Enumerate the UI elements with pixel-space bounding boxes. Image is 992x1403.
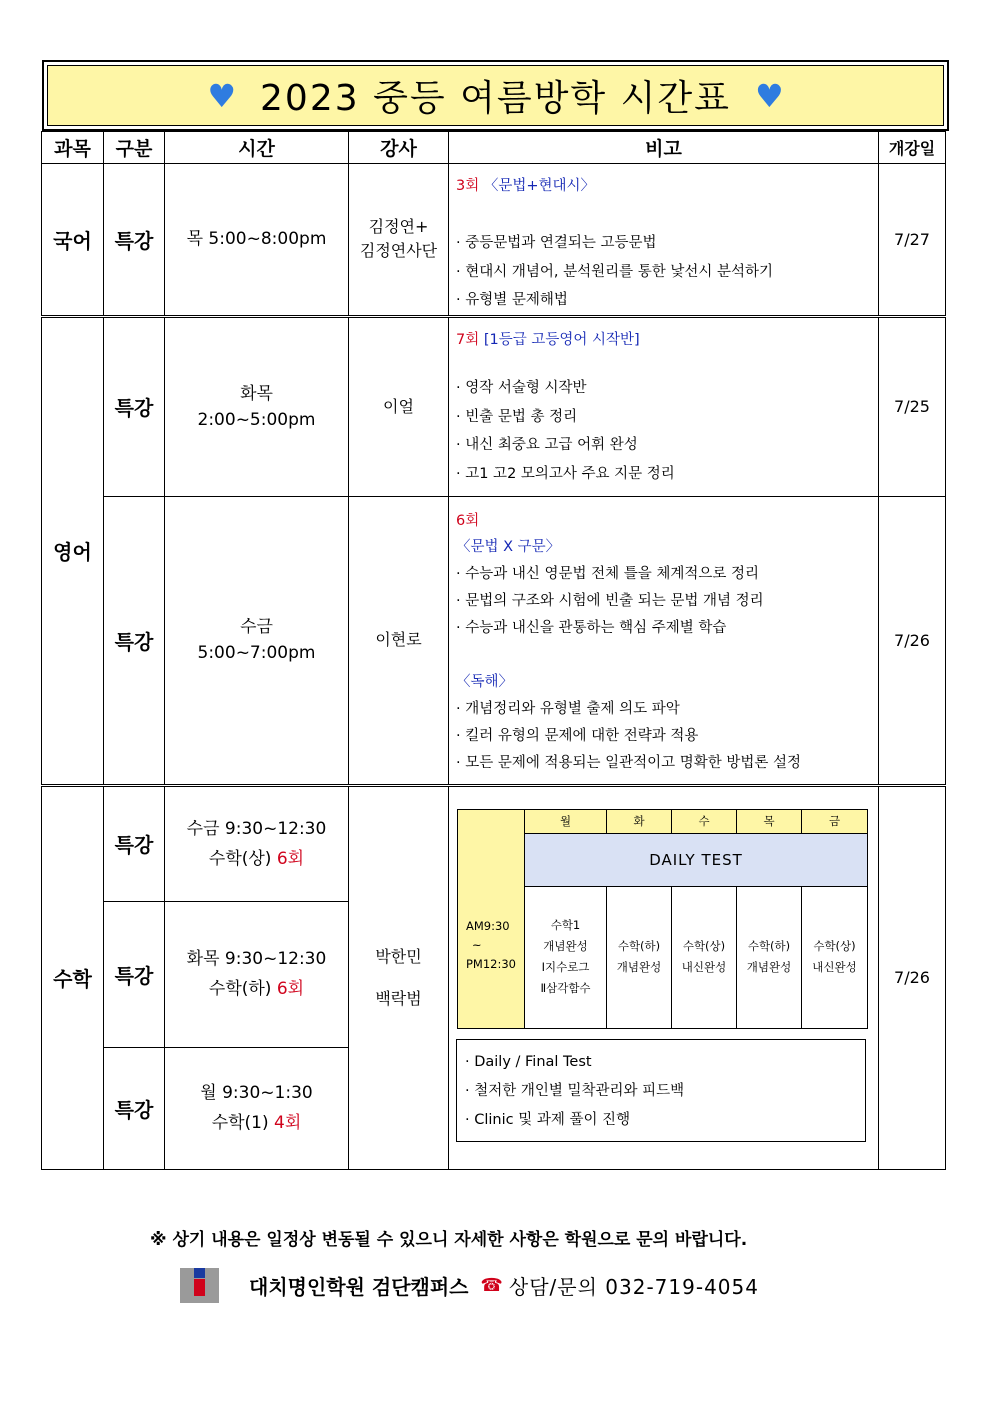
daily-test-banner: DAILY TEST (525, 833, 868, 886)
korean-row (42, 164, 946, 317)
header-teacher: 강사 (349, 132, 449, 164)
schedule-cell: 수학(상) 내신완성 (672, 886, 737, 1028)
category-label: 특강 (104, 785, 165, 901)
math-notes-cell (449, 785, 879, 1169)
note-line: · Clinic 및 과제 풀이 진행 (465, 1111, 631, 1128)
category-label: 특강 (104, 316, 165, 496)
note-line: · 문법의 구조와 시험에 빈출 되는 문법 개념 정리 (456, 592, 764, 609)
teacher-name (349, 164, 449, 317)
note-line: · 빈출 문법 총 정리 (456, 408, 578, 425)
header-start-date: 개강일 (879, 132, 946, 164)
heart-icon: ♥ (754, 76, 784, 115)
note-line: · 수능과 내신 영문법 전체 틀을 체계적으로 정리 (456, 565, 760, 582)
day-header: 화 (607, 809, 672, 833)
class-time: 목 5:00~8:00pm (165, 164, 349, 317)
notes-cell (449, 496, 879, 785)
class-time: 화목 9:30~12:30 수학(하) 6회 (165, 901, 349, 1047)
schedule-cell: 수학1 개념완성 Ⅰ지수로그 Ⅱ삼각함수 (525, 886, 607, 1028)
english-row-2 (42, 496, 946, 785)
note-line: · 수능과 내신을 관통하는 핵심 주제별 학습 (456, 619, 727, 636)
schedule-cell: 수학(하) 개념완성 (607, 886, 672, 1028)
note-line: · 유형별 문제해법 (456, 292, 568, 308)
contact-phone: 상담/문의 032-719-4054 (508, 1275, 759, 1299)
academy-logo-icon (180, 1268, 219, 1303)
start-date: 7/26 (879, 785, 946, 1169)
teacher-name: 박한민 백락범 (349, 785, 449, 1169)
teacher-line: 김정연사단 (359, 241, 438, 261)
note-line: · 고1 고2 모의고사 주요 지문 정리 (456, 465, 675, 482)
footer (180, 1268, 759, 1303)
class-time: 월 9:30~1:30 수학(1) 4회 (165, 1047, 349, 1169)
time-slot: AM9:30 ~ PM12:30 (458, 809, 525, 1028)
header-subject: 과목 (42, 132, 104, 164)
note-line: · 개념정리와 유형별 출제 의도 파악 (456, 700, 680, 717)
day-header: 금 (802, 809, 868, 833)
category-label: 특강 (104, 496, 165, 785)
math-row-1 (42, 785, 946, 901)
teacher-line: 김정연+ (368, 217, 429, 237)
note-line: · 현대시 개념어, 분석원리를 통한 낯선시 분석하기 (456, 263, 774, 280)
note-line: · 내신 최중요 고급 어휘 완성 (456, 437, 638, 453)
day-header: 월 (525, 809, 607, 833)
footnote: ※ 상기 내용은 일정상 변동될 수 있으니 자세한 사항은 학원으로 문의 바랍니다. (150, 1230, 748, 1250)
note-line: · 철저한 개인별 밀착관리와 피드백 (465, 1082, 685, 1099)
category-label: 특강 (104, 164, 165, 317)
day-header: 수 (672, 809, 737, 833)
schedule-cell: 수학(상) 내신완성 (802, 886, 868, 1028)
class-time: 수금 5:00~7:00pm (165, 496, 349, 785)
note-line: · 중등문법과 연결되는 고등문법 (456, 235, 657, 251)
note-line: · 킬러 유형의 문제에 대한 전략과 적용 (456, 727, 699, 744)
subject-math: 수학 (42, 785, 104, 1169)
heart-icon: ♥ (207, 76, 237, 115)
phone-icon: ☎ (480, 1275, 503, 1296)
header-notes: 비고 (449, 132, 879, 164)
weekly-schedule-table (457, 809, 868, 1029)
category-label: 특강 (104, 901, 165, 1047)
teacher-name: 이현로 (349, 496, 449, 785)
note-line: · Daily / Final Test (465, 1053, 592, 1070)
notes-topic: 〈문법 X 구문〉 (456, 538, 561, 555)
session-count: 6회 (456, 512, 480, 529)
subject-korean: 국어 (42, 164, 104, 317)
header-time: 시간 (165, 132, 349, 164)
note-line: · 모든 문제에 적용되는 일관적이고 명확한 방법론 설정 (456, 754, 802, 771)
page-title: 2023 중등 여름방학 시간표 (260, 78, 731, 119)
title-box (42, 60, 949, 131)
notes-heading: 3회 〈문법+현대시〉 (456, 178, 596, 194)
english-row-1 (42, 316, 946, 496)
teacher-name: 이얼 (349, 316, 449, 496)
note-line: · 영작 서술형 시작반 (456, 380, 587, 396)
category-label: 특강 (104, 1047, 165, 1169)
start-date: 7/26 (879, 496, 946, 785)
day-header: 목 (737, 809, 802, 833)
subject-english: 영어 (42, 316, 104, 785)
notes-heading: 7회 [1등급 고등영어 시작반] (456, 331, 640, 348)
start-date: 7/25 (879, 316, 946, 496)
class-time: 수금 9:30~12:30 수학(상) 6회 (165, 785, 349, 901)
notes-cell (449, 316, 879, 496)
campus-name: 대치명인학원 검단캠퍼스 (249, 1275, 469, 1299)
header-category: 구분 (104, 132, 165, 164)
title-banner (47, 65, 944, 126)
schedule-table (41, 131, 946, 1170)
header-row (42, 132, 946, 164)
notes-topic: 〈독해〉 (456, 673, 514, 690)
start-date: 7/27 (879, 164, 946, 317)
class-time: 화목 2:00~5:00pm (165, 316, 349, 496)
notes-cell (449, 164, 879, 317)
math-bullet-box (456, 1039, 866, 1142)
schedule-cell: 수학(하) 개념완성 (737, 886, 802, 1028)
